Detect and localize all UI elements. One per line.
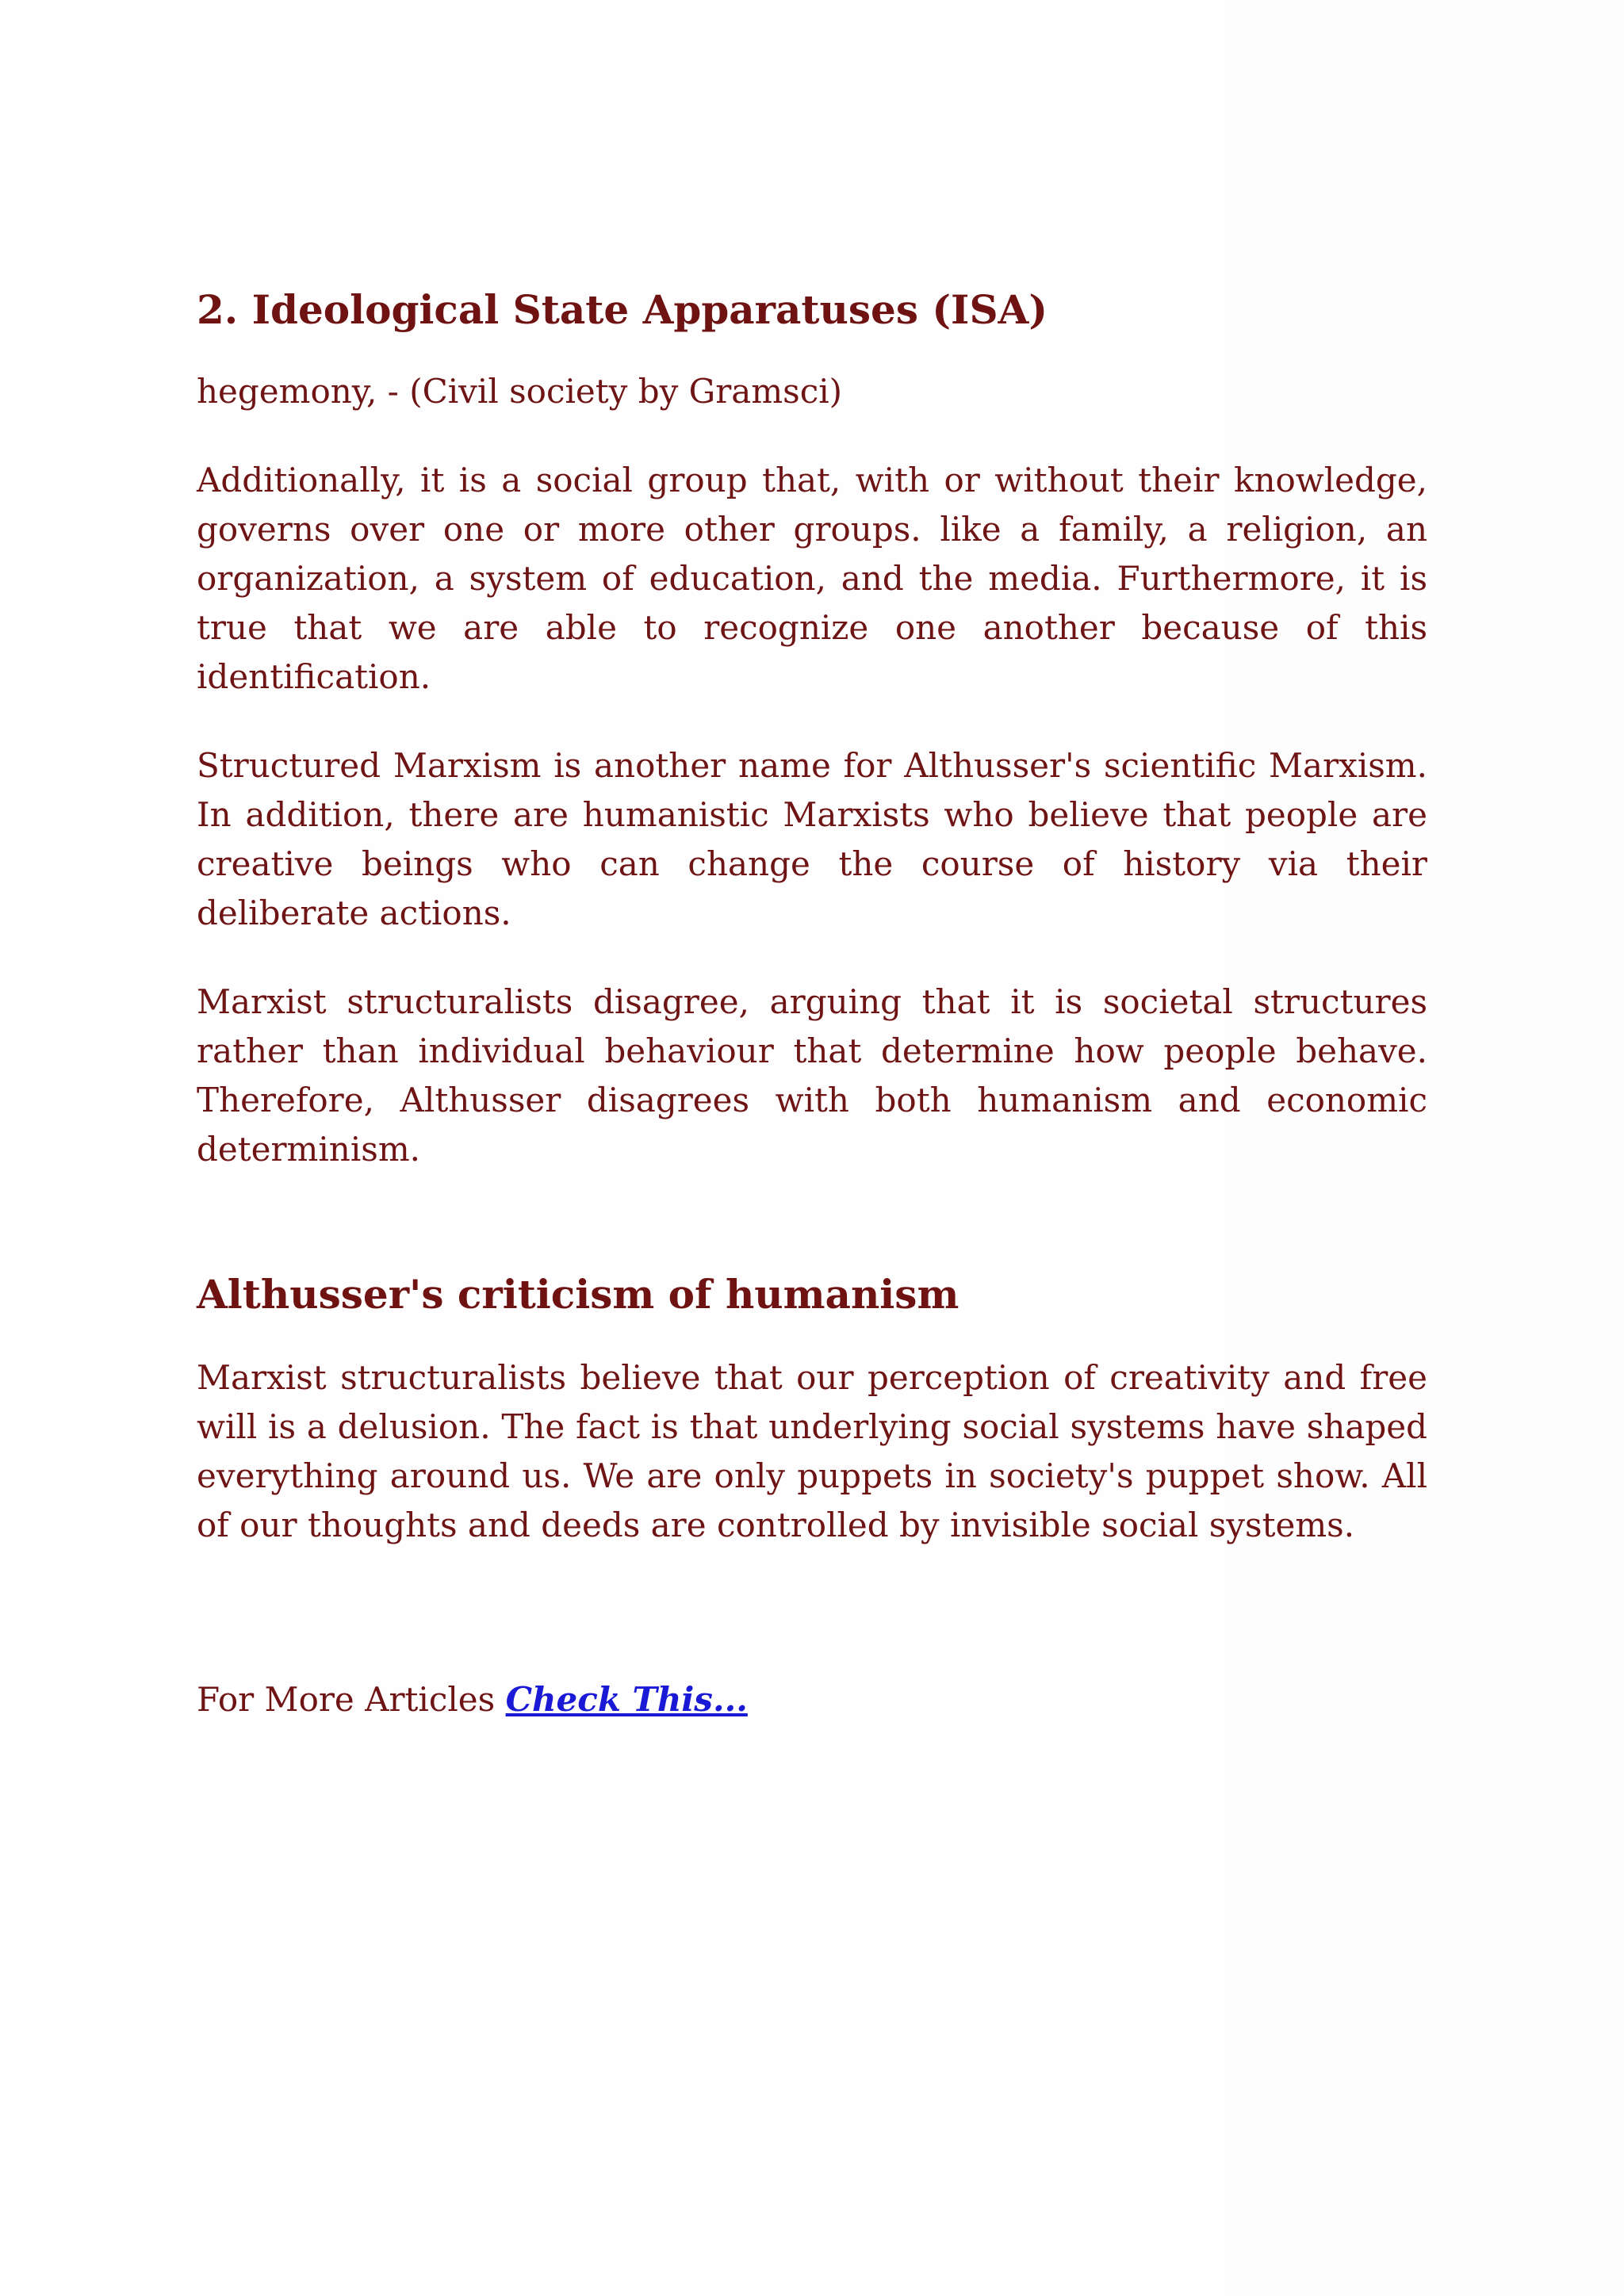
document-content	[197, 281, 1427, 1724]
paragraph-criticism-1: Marxist structuralists believe that our perception of creativity and free will is a delusion. The fact is that underlying social systems have shaped everything around us. We are only puppets in society's puppet show. All of our thoughts and deeds are controlled by invisible social systems.	[197, 1358, 1427, 1544]
check-this-link[interactable]: Check This...	[505, 1680, 748, 1719]
footer-text: For More Articles	[197, 1680, 506, 1719]
footer-line	[197, 1675, 1427, 1724]
section-subtitle: hegemony, - (Civil society by Gramsci)	[197, 372, 843, 411]
paragraph-isa-3: Marxist structuralists disagree, arguing that it is societal structures rather than individual behaviour that determine how people behave. Therefore, Althusser disagrees with both humanism and economic determinism.	[197, 982, 1427, 1169]
paragraph-isa-1: Additionally, it is a social group that, with or without their knowledge, governs over one or more other groups. like a family, a religion, an organization, a system of education, and the media. Furthermore, it is true that we are able to recognize one another because of this identification.	[197, 461, 1427, 696]
section-heading-isa: 2. Ideological State Apparatuses (ISA)	[197, 286, 1048, 333]
section-heading-criticism: Althusser's criticism of humanism	[197, 1271, 959, 1318]
paragraph-isa-2: Structured Marxism is another name for Althusser's scientific Marxism. In addition, there are humanistic Marxists who believe that people are creative beings who can change the course of history via their deliberate actions.	[197, 746, 1427, 932]
